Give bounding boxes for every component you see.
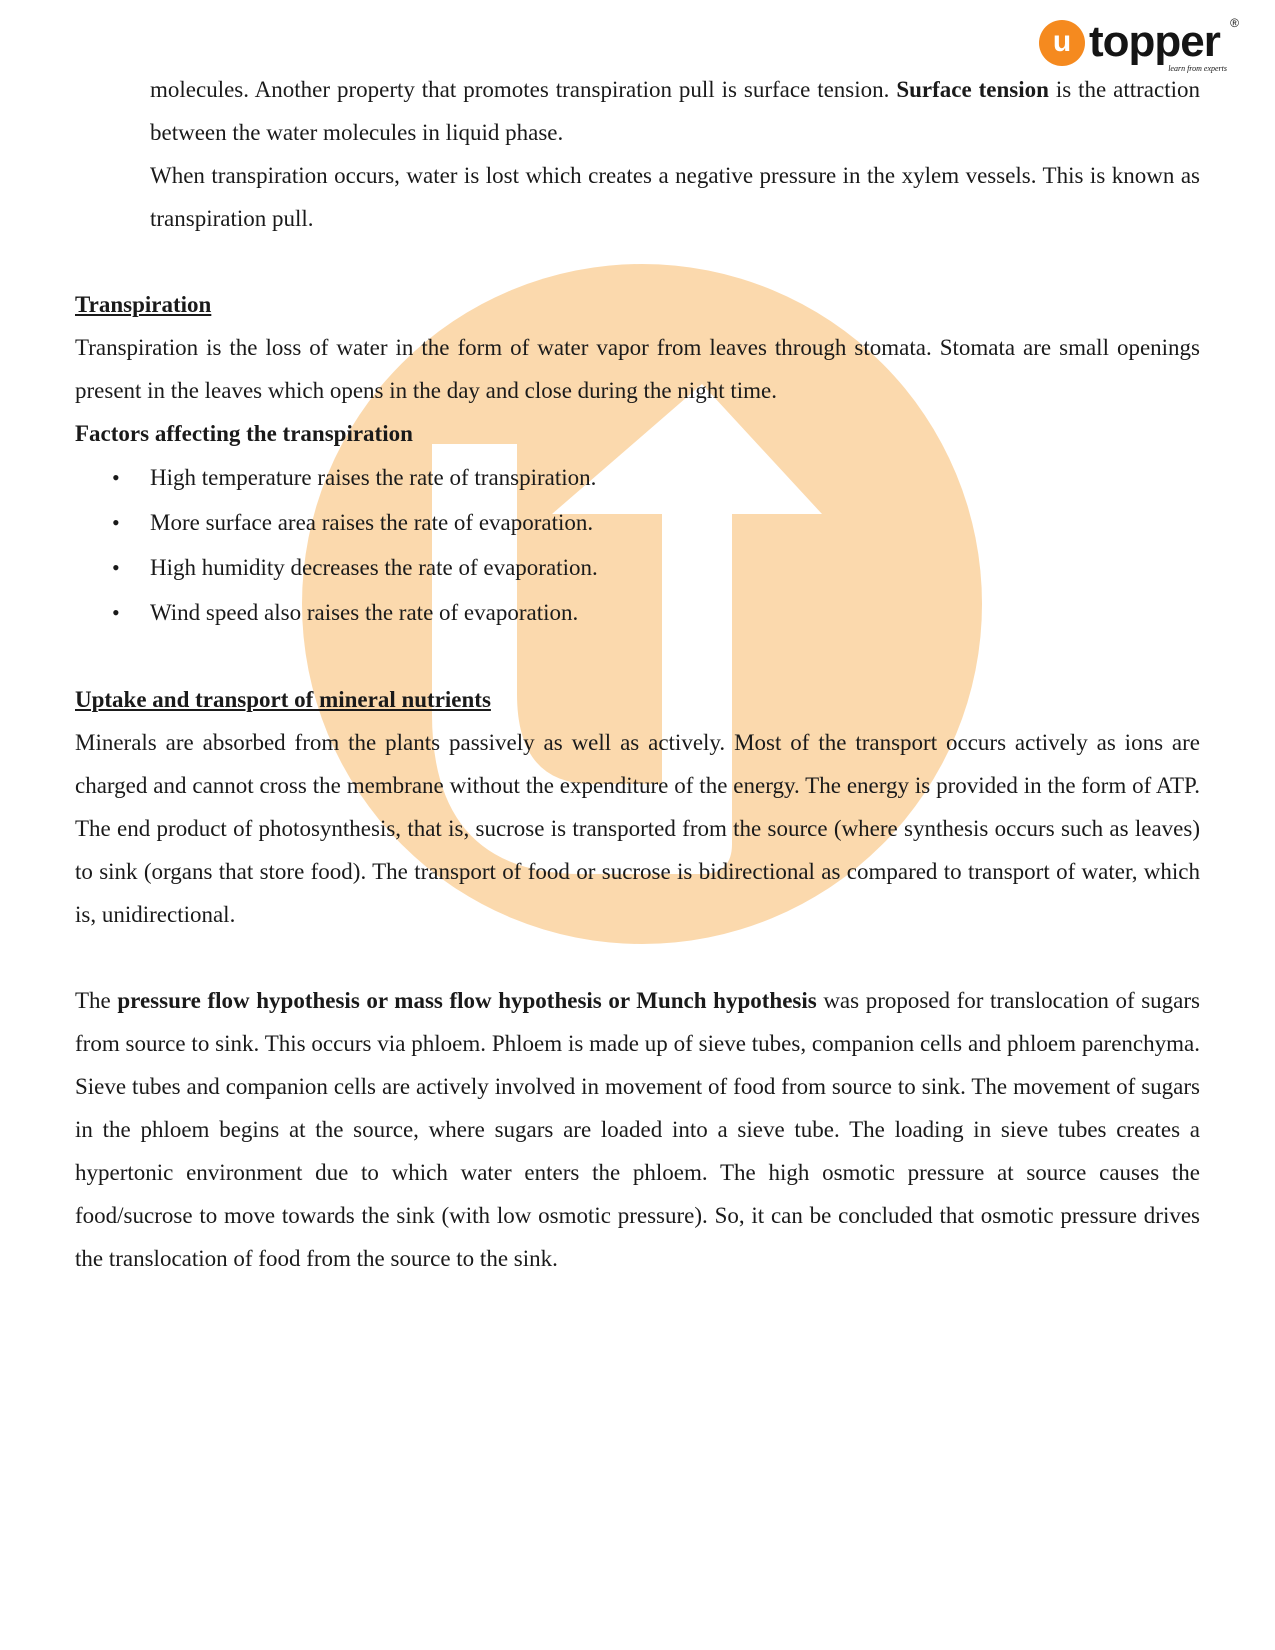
pressure-flow-text: was proposed for translocation of sugars from source to sink. This occurs via phloem. Phloem is made up of sieve tubes, companion cells and phloem parenchyma. Sieve tubes and companion cells are actively involved in movement of food from source to sink. The movement of sugars in the phloem begins at the source, where sugars are loaded into a sieve tube. The loading in sieve tubes creates a hypertonic environment due to which water enters the phloem. The high osmotic pressure at source causes the food/sucrose to move towards the sink (with low osmotic pressure). So, it can be concluded that osmotic pressure drives the translocation of food from the source to the sink. <box>75 988 1200 1271</box>
pressure-flow-section <box>0 979 1275 1280</box>
uptake-heading: Uptake and transport of mineral nutrients <box>75 687 491 712</box>
intro-text-a: molecules. Another property that promotes transpiration pull is surface tension. <box>150 77 890 102</box>
list-item: • High humidity decreases the rate of evaporation. <box>150 545 1200 590</box>
uptake-section <box>0 678 1275 936</box>
list-item: • More surface area raises the rate of evaporation. <box>150 500 1200 545</box>
transpiration-heading: Transpiration <box>75 292 212 317</box>
list-item: • High temperature raises the rate of transpiration. <box>150 455 1200 500</box>
logo-u-icon: u <box>1039 20 1085 66</box>
factors-list <box>0 455 1275 635</box>
pressure-flow-term: pressure flow hypothesis or mass flow hypothesis or Munch hypothesis <box>117 988 817 1013</box>
utopper-logo[interactable] <box>1039 14 1239 76</box>
uptake-paragraph: Minerals are absorbed from the plants passively as well as actively. Most of the transport occurs actively as ions are charged and cannot cross the membrane without the expenditure of the energy. The energy is provided in the form of ATP. The end product of photosynthesis, that is, sucrose is transported from the source (where synthesis occurs such as leaves) to sink (organs that store food). The transport of food or sucrose is bidirectional as compared to transport of water, which is, unidirectional. <box>75 730 1200 927</box>
transpiration-section <box>0 283 1275 455</box>
transpiration-paragraph: Transpiration is the loss of water in the form of water vapor from leaves through stomata. Stomata are small openings present in the leaves which opens in the day and close during the night time. <box>75 335 1200 403</box>
pressure-flow-lead: The <box>75 988 111 1013</box>
intro-paragraph-2: When transpiration occurs, water is lost which creates a negative pressure in the xylem vessels. This is known as transpiration pull. <box>150 163 1200 231</box>
registered-mark: ® <box>1230 16 1239 30</box>
intro-text-b: is the attraction between the water molecules in liquid phase. <box>150 77 1200 145</box>
pressure-flow-paragraph <box>75 979 1200 1280</box>
logo-text: topper <box>1089 17 1220 66</box>
logo-tagline: learn from experts <box>1168 64 1227 73</box>
intro-paragraph-1 <box>150 68 1200 154</box>
factors-heading: Factors affecting the transpiration <box>75 421 413 446</box>
list-item: • Wind speed also raises the rate of evaporation. <box>150 590 1200 635</box>
surface-tension-term: Surface tension <box>896 77 1049 102</box>
